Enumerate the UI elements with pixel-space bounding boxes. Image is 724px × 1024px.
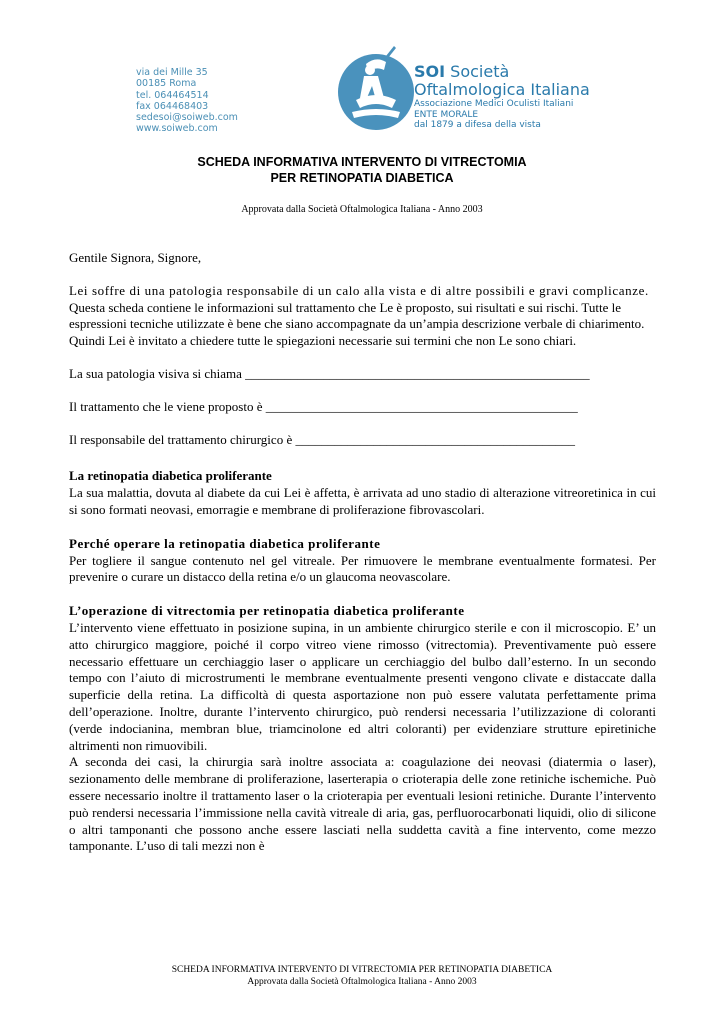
address-website: www.soiweb.com	[136, 123, 218, 135]
title-line-1: SCHEDA INFORMATIVA INTERVENTO DI VITRECTOMIA	[197, 155, 527, 169]
address-email: sedesoi@soiweb.com	[136, 112, 238, 124]
field-responsabile: Il responsabile del trattamento chirurgico è ___________________________________________	[69, 431, 575, 447]
intro-paragraph: Questa scheda contiene le informazioni sul trattamento che Le è proposto, sui risultati e sui rischi. Tutte le espressioni tecniche utilizzate è bene che siano accompagnate da un’ampia descrizione verbale di chiarimento. Quindi Lei è invitato a chiedere tutte le spiegazioni necessarie sui termini che non Le sono chiari.	[69, 299, 645, 349]
org-abbreviation: SOI	[414, 62, 446, 81]
soi-emblem-icon	[336, 42, 416, 134]
address-city: 00185 Roma	[136, 78, 197, 90]
section-heading: La retinopatia diabetica proliferante	[69, 468, 272, 484]
org-motto: dal 1879 a difesa della vista	[414, 120, 541, 130]
field-patologia: La sua patologia visiva si chiama _____________________________________________________	[69, 365, 590, 381]
field-trattamento: Il trattamento che le viene proposto è ________________________________________________	[69, 398, 578, 414]
greeting: Gentile Signora, Signore,	[69, 250, 202, 265]
document-body	[69, 250, 656, 855]
section-paragraph: Per togliere il sangue contenuto nel gel vitreale. Per rimuovere le membrane eventualmente formatesi. Per prevenire o curare un distacco della retina e/o un glaucoma neovascolare.	[69, 552, 656, 585]
org-association: Associazione Medici Oculisti Italiani	[414, 99, 574, 109]
address-phone: tel. 064464514	[136, 89, 209, 101]
title-line-2: PER RETINOPATIA DIABETICA	[270, 171, 454, 185]
document-title	[0, 154, 724, 186]
section-paragraph: La sua malattia, dovuta al diabete da cui Lei è affetta, è arrivata ad uno stadio di alterazione vitreoretinica in cui si sono formati neovasi, emorragie e membrane di proliferazione fibrovascolari.	[69, 485, 656, 517]
address-street: via dei Mille 35	[136, 67, 208, 78]
page-footer	[0, 964, 724, 988]
letterhead-organization	[414, 62, 590, 131]
section-paragraph: A seconda dei casi, la chirurgia sarà inoltre associata a: coagulazione dei neovasi (diatermia o laser), sezionamento delle membrane di proliferazione, laserterapia o crioterapia delle zone retiniche ischemiche. Può essere necessario inoltre il trattamento laser o la crioterapia per eventuali lesioni retiniche. Durante l’intervento può rendersi necessaria l’immissione nella cavità vitreale di aria, gas, perfluorocarbonati liquidi, olio di silicone o altri tamponanti che possono anche essere lasciati nella suddetta cavità a fine intervento, come mezzo tamponante. L’uso di tali mezzi non è	[69, 754, 656, 854]
letterhead-address	[136, 67, 238, 135]
org-status: ENTE MORALE	[414, 109, 479, 120]
org-name: Oftalmologica Italiana	[414, 80, 590, 99]
intro-statement: Lei soffre di una patologia responsabile di un calo alla vista e di altre possibili e gravi complicanze.	[69, 282, 649, 298]
footer-approval: Approvata dalla Società Oftalmologica Italiana - Anno 2003	[247, 977, 477, 987]
section-heading: L’operazione di vitrectomia per retinopatia diabetica proliferante	[69, 603, 465, 619]
section-heading: Perché operare la retinopatia diabetica proliferante	[69, 535, 381, 551]
org-word-societa: Società	[450, 62, 510, 81]
address-fax: fax 064468403	[136, 100, 209, 112]
approval-note: Approvata dalla Società Oftalmologica Italiana - Anno 2003	[241, 204, 483, 215]
section-paragraph: L’intervento viene effettuato in posizione supina, in un ambiente chirurgico sterile e con il microscopio. E’ un atto chirurgico maggiore, poiché il corpo vitreo viene rimosso (vitrectomia). Preventivamente può essere necessario effettuare un cerchiaggio laser o applicare un cerchiaggio del bulbo dall’esterno. In un secondo tempo con l’aiuto di microstrumenti le membrane eventualmente presenti vengono clivate e distaccate dalla superficie della retina. La difficoltà di questa asportazione non può essere valutata perfettamente prima dell’operazione. Inoltre, durante l’intervento chirurgico, può rendersi necessaria l’utilizzazione di coloranti (verde indocianina, membran blue, triamcinolone ed altri coloranti) per evidenziare strutture epiretiniche altrimenti non rimuovibili.	[69, 619, 656, 753]
footer-title: SCHEDA INFORMATIVA INTERVENTO DI VITRECTOMIA PER RETINOPATIA DIABETICA	[171, 965, 553, 975]
